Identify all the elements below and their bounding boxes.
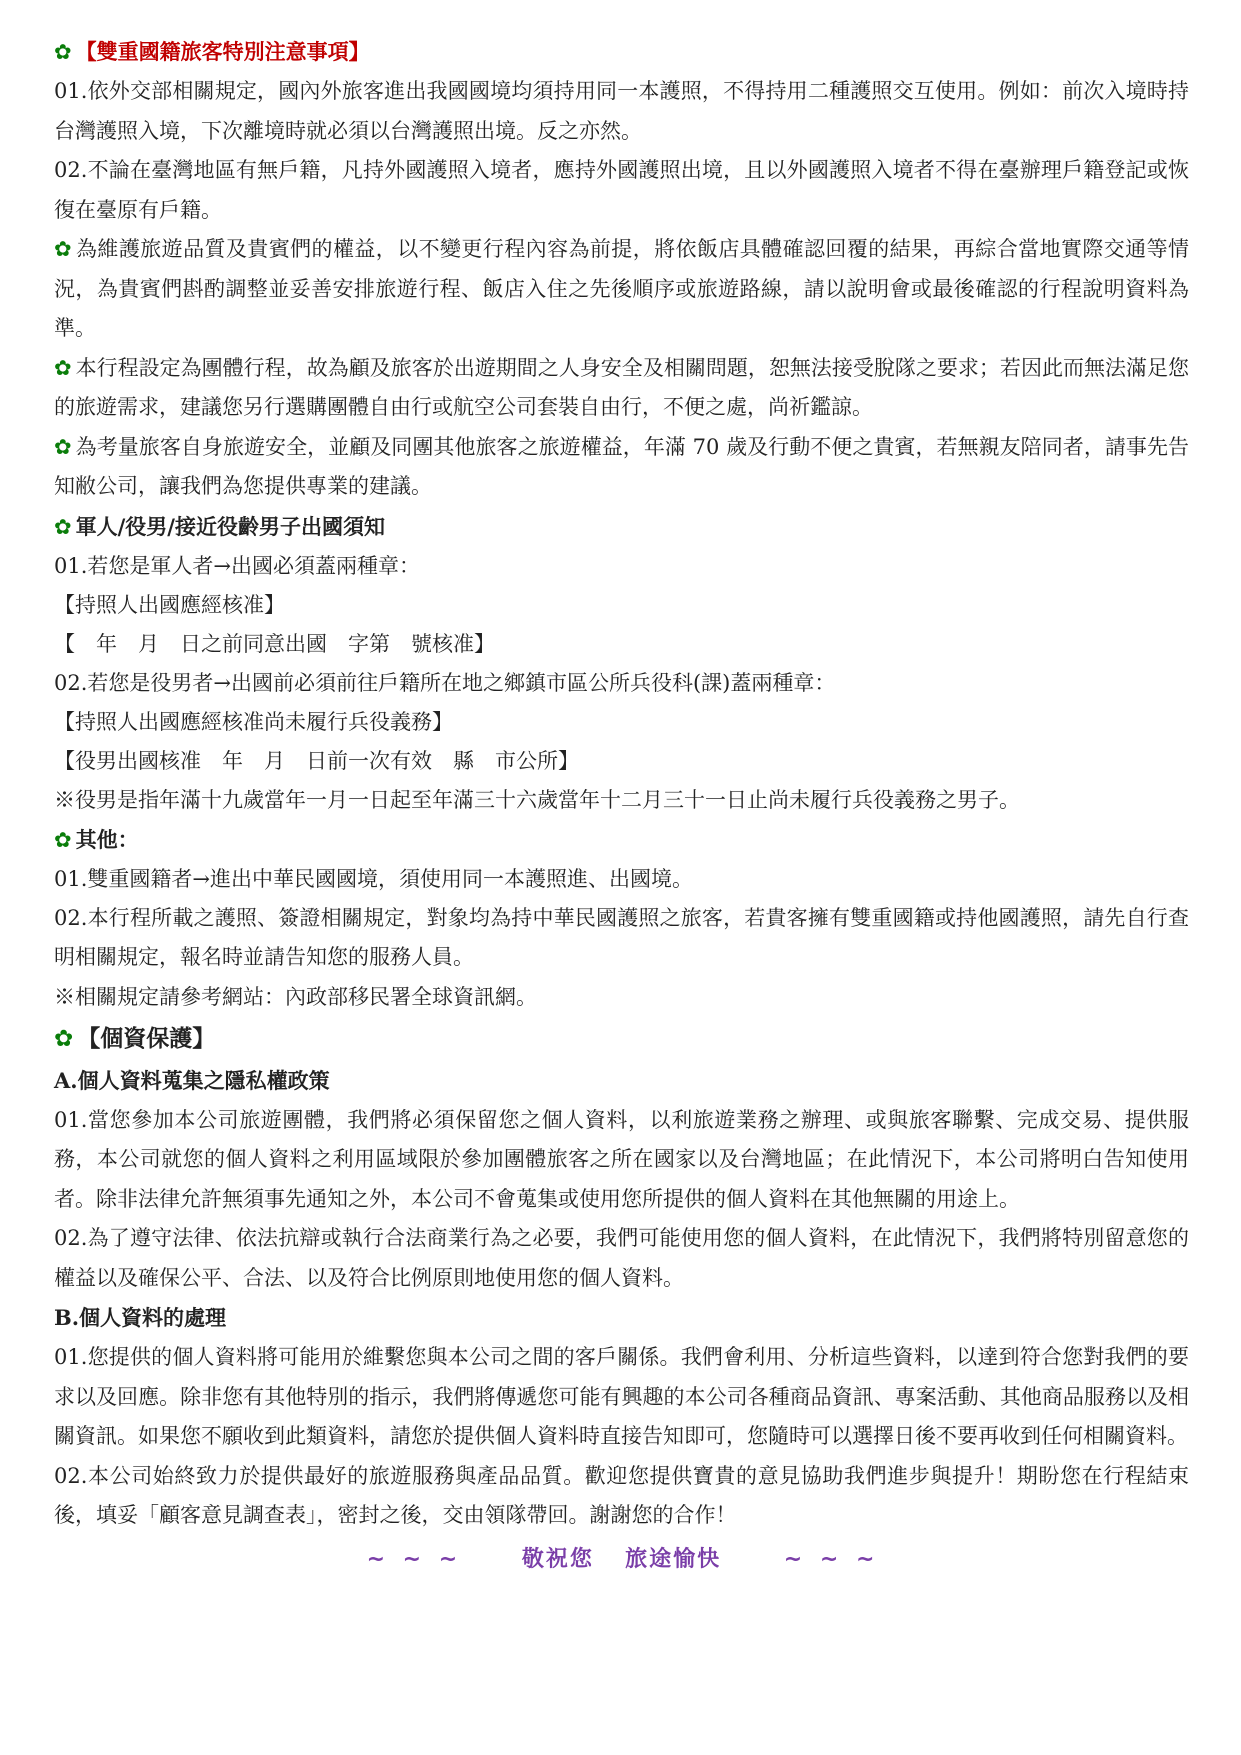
flower-icon: ✿ [54,434,72,459]
other-remark: ※相關規定請參考網站：內政部移民署全球資訊網。 [54,984,537,1009]
note-3-text: 為考量旅客自身旅遊安全，並顧及同團其他旅客之旅遊權益，年滿 70 歲及行動不便之貴賓，若無親友陪同者，請事先告知敝公司，讓我們為您提供專業的建議。 [54,434,1189,498]
privacy-a-item-2: 02.為了遵守法律、依法抗辯或執行合法商業行為之必要，我們可能使用您的個人資料，在此情況下，我們將特別留意您的權益以及確保公平、合法、以及符合比例原則地使用您的個人資料。 [54,1226,1189,1290]
privacy-b-item-2: 02.本公司始終致力於提供最好的旅遊服務與產品品質。歡迎您提供寶貴的意見協助我們進步與提升！期盼您在行程結束後，填妥「顧客意見調查表」，密封之後，交由領隊帶回。謝謝您的合作！ [54,1463,1189,1527]
military-heading [54,507,1189,547]
privacy-heading [54,1017,1189,1061]
other-item-2: 02.本行程所載之護照、簽證相關規定，對象均為持中華民國護照之旅客，若貴客擁有雙重國籍或持他國護照，請先自行查明相關規定，報名時並請告知您的服務人員。 [54,905,1189,969]
note-2 [54,349,1189,428]
privacy-subheading-b: B.個人資料的處理 [54,1305,227,1330]
military-stamp-1: 【持照人出國應經核准】 [54,592,285,617]
flower-icon: ✿ [54,514,72,539]
dual-item-2: 02.不論在臺灣地區有無戶籍，凡持外國護照入境者，應持外國護照出境，且以外國護照入境者不得在臺辦理戶籍登記或恢復在臺原有戶籍。 [54,158,1189,222]
note-3 [54,428,1189,507]
closing-greeting: ~ ~ ~ 敬祝您 旅途愉快 ~ ~ ~ [366,1546,877,1572]
note-2-text: 本行程設定為團體行程，故為顧及旅客於出遊期間之人身安全及相關問題，恕無法接受脫隊之要求；若因此而無法滿足您的旅遊需求，建議您另行選購團體自由行或航空公司套裝自由行，不便之處，尚祈鑑諒。 [54,355,1189,419]
flower-icon: ✿ [54,237,72,261]
flower-icon: ✿ [54,1025,74,1052]
military-item-2: 02.若您是役男者→出國前必須前往戶籍所在地之鄉鎮市區公所兵役科(課)蓋兩種章： [54,670,836,695]
dual-nationality-title: 【雙重國籍旅客特別注意事項】 [75,39,370,64]
military-item-1: 01.若您是軍人者→出國必須蓋兩種章： [54,553,420,578]
dual-nationality-heading [54,32,1189,72]
flower-icon: ✿ [54,827,72,852]
privacy-a-item-1: 01.當您參加本公司旅遊團體，我們將必須保留您之個人資料，以利旅遊業務之辦理、或與旅客聯繫、完成交易、提供服務，本公司就您的個人資料之利用區域限於參加團體旅客之所在國家以及台灣地區；在此情況下，本公司將明白告知使用者。除非法律允許無須事先通知之外，本公司不會蒐集或使用您所提供的個人資料在其他無關的用途上。 [54,1107,1189,1211]
other-title: 其他： [75,826,139,852]
privacy-subheading-a: A.個人資料蒐集之隱私權政策 [54,1067,330,1093]
dual-item-1: 01.依外交部相關規定，國內外旅客進出我國國境均須持用同一本護照，不得持用二種護照交互使用。例如：前次入境時持台灣護照入境，下次離境時就必須以台灣護照出境。反之亦然。 [54,79,1189,143]
other-item-1: 01.雙重國籍者→進出中華民國國境，須使用同一本護照進、出國境。 [54,866,693,891]
privacy-b-item-1: 01.您提供的個人資料將可能用於維繫您與本公司之間的客戶關係。我們會利用、分析這些資料，以達到符合您對我們的要求以及回應。除非您有其他特別的指示，我們將傳遞您可能有興趣的本公司各種商品資訊、專案活動、其他商品服務以及相關資訊。如果您不願收到此類資料，請您於提供個人資料時直接告知即可，您隨時可以選擇日後不要再收到任何相關資料。 [54,1345,1189,1448]
military-stamp-2: 【 年 月 日之前同意出國 字第 號核准】 [54,631,495,656]
note-1 [54,230,1189,349]
flower-icon: ✿ [54,355,72,380]
flower-icon: ✿ [54,40,72,64]
other-heading [54,820,1189,860]
military-stamp-4: 【役男出國核准 年 月 日前一次有效 縣 市公所】 [54,748,579,773]
military-stamp-3: 【持照人出國應經核准尚未履行兵役義務】 [54,709,453,734]
privacy-title: 【個資保護】 [77,1024,216,1052]
military-title: 軍人/役男/接近役齡男子出國須知 [75,513,385,539]
note-1-text: 為維護旅遊品質及貴賓們的權益，以不變更行程內容為前提，將依飯店具體確認回覆的結果，再綜合當地實際交通等情況，為貴賓們斟酌調整並妥善安排旅遊行程、飯店入住之先後順序或旅遊路線，請以說明會或最後確認的行程說明資料為準。 [54,237,1189,340]
military-remark: ※役男是指年滿十九歲當年一月一日起至年滿三十六歲當年十二月三十一日止尚未履行兵役義務之男子。 [54,787,1020,812]
